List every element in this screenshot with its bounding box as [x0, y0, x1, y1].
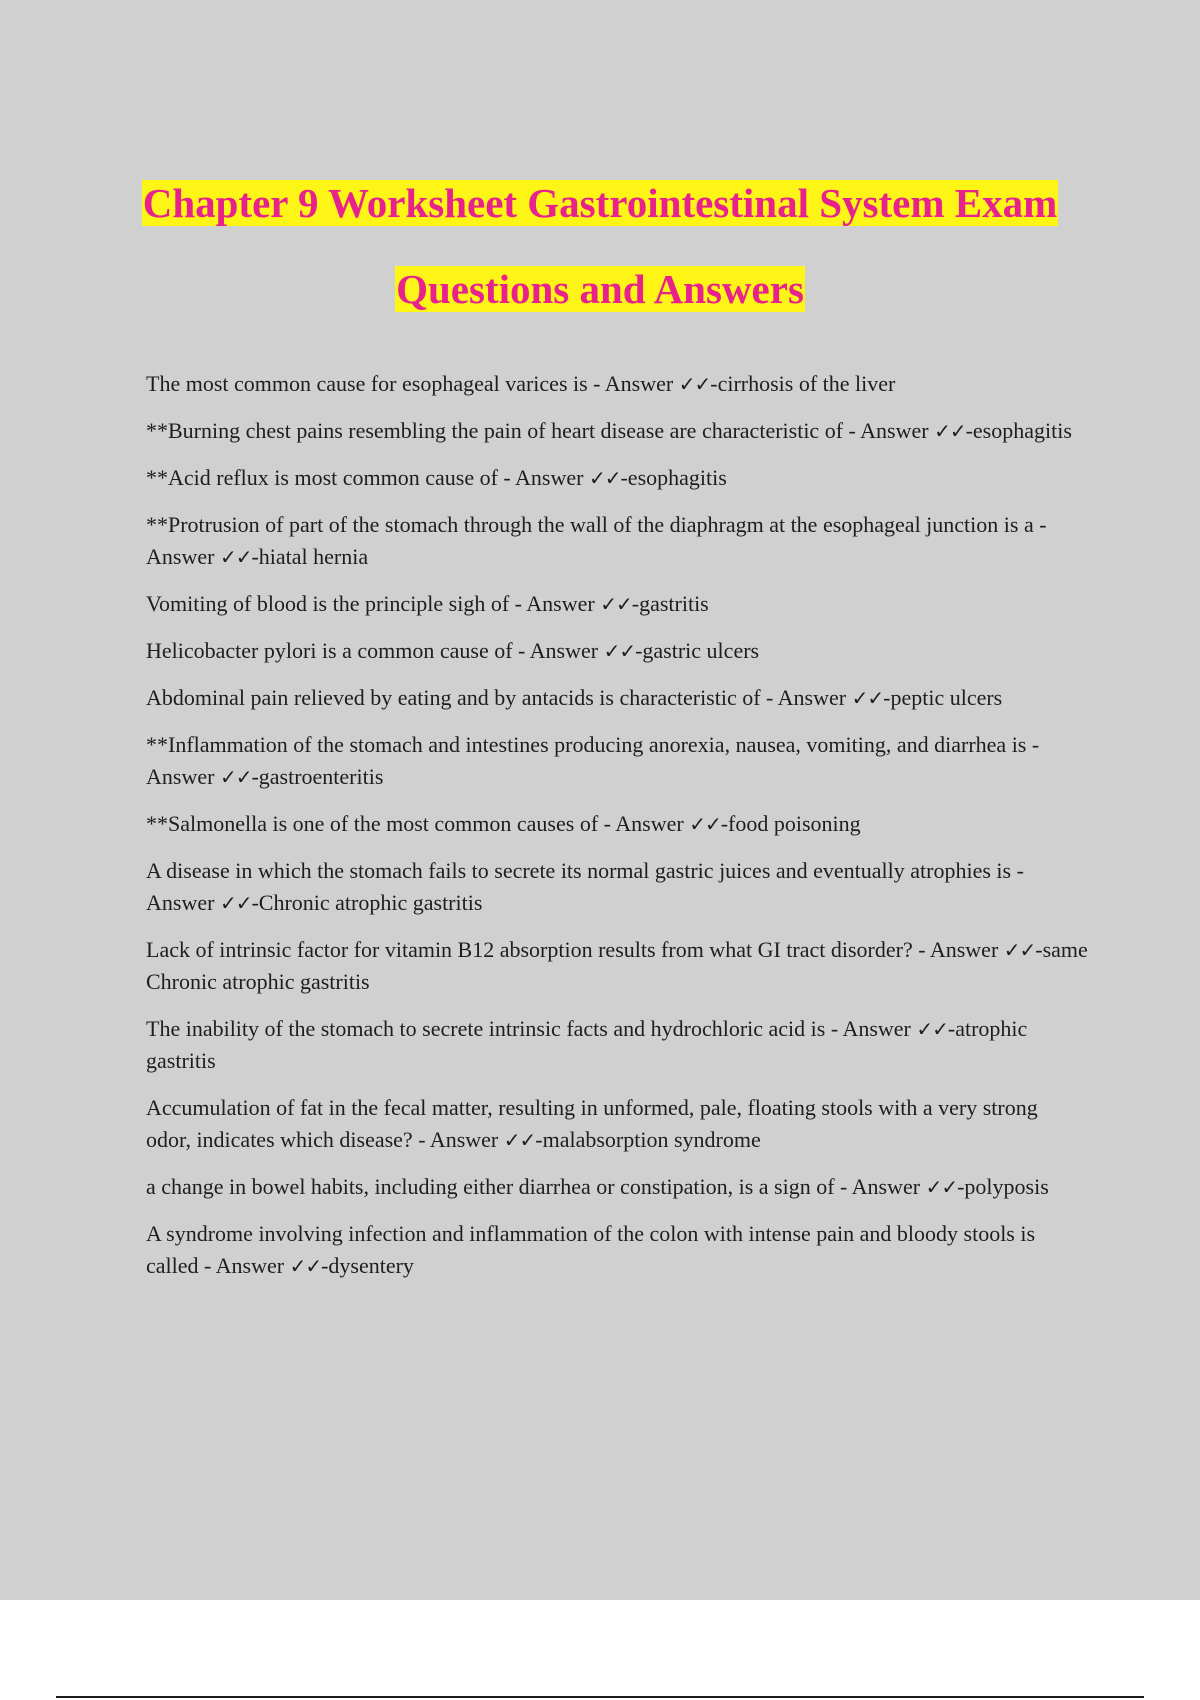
answer-text: -hiatal hernia: [251, 544, 369, 569]
answer-text: -esophagitis: [965, 418, 1072, 443]
question-text: **Protrusion of part of the stomach through the wall of the diaphragm at the esophageal junction is a - Answer: [146, 512, 1047, 569]
answer-text: -gastritis: [631, 591, 709, 616]
answer-text: -esophagitis: [620, 465, 727, 490]
answer-text: -peptic ulcers: [883, 685, 1003, 710]
double-check-icon: ✓✓: [219, 891, 252, 915]
question-text: Abdominal pain relieved by eating and by antacids is characteristic of - Answer: [146, 685, 852, 710]
qa-item: [146, 1218, 1088, 1282]
page-footer: [0, 1600, 1200, 1700]
qa-item: [146, 934, 1088, 998]
answer-text: -food poisoning: [720, 811, 861, 836]
question-text: Lack of intrinsic factor for vitamin B12 absorption results from what GI tract disorder? - Answer: [146, 937, 1004, 962]
double-check-icon: ✓✓: [934, 419, 966, 443]
double-check-icon: ✓✓: [678, 372, 711, 396]
double-check-icon: ✓✓: [1003, 938, 1036, 962]
question-text: The most common cause for esophageal varices is - Answer: [146, 371, 679, 396]
qa-item: [146, 509, 1088, 573]
footer-divider: [56, 1696, 1144, 1698]
question-text: **Acid reflux is most common cause of - Answer: [146, 465, 589, 490]
double-check-icon: ✓✓: [925, 1175, 958, 1199]
question-text: Accumulation of fat in the fecal matter, resulting in unformed, pale, floating stools with a very strong odor, indicates which disease? - Answer: [146, 1095, 1038, 1152]
double-check-icon: ✓✓: [603, 639, 636, 663]
qa-item: [146, 462, 1088, 494]
qa-item: [146, 1092, 1088, 1156]
question-text: **Salmonella is one of the most common causes of - Answer: [146, 811, 690, 836]
double-check-icon: ✓✓: [289, 1254, 322, 1278]
double-check-icon: ✓✓: [600, 592, 632, 616]
double-check-icon: ✓✓: [219, 545, 252, 569]
qa-item: [146, 1171, 1088, 1203]
double-check-icon: ✓✓: [916, 1017, 948, 1041]
answer-text: -dysentery: [321, 1253, 414, 1278]
question-text: **Inflammation of the stomach and intestines producing anorexia, nausea, vomiting, and diarrhea is - Answer: [146, 732, 1040, 789]
document-title: [100, 165, 1100, 337]
double-check-icon: ✓✓: [219, 765, 252, 789]
qa-item: [146, 855, 1088, 919]
question-text: A syndrome involving infection and inflammation of the colon with intense pain and bloody stools is called - Answer: [146, 1221, 1036, 1278]
double-check-icon: ✓✓: [503, 1128, 536, 1152]
answer-text: -cirrhosis of the liver: [710, 371, 896, 396]
qa-item: [146, 368, 1088, 400]
title-line-2: Questions and Answers: [396, 266, 804, 312]
qa-item: [146, 635, 1088, 667]
qa-item: [146, 588, 1088, 620]
question-text: A disease in which the stomach fails to secrete its normal gastric juices and eventually atrophies is - Answer: [146, 858, 1024, 915]
question-text: The inability of the stomach to secrete intrinsic facts and hydrochloric acid is - Answer: [146, 1016, 917, 1041]
question-text: Helicobacter pylori is a common cause of - Answer: [146, 638, 604, 663]
qa-item: [146, 808, 1088, 840]
qa-item: [146, 682, 1088, 714]
answer-text: -malabsorption syndrome: [535, 1127, 761, 1152]
title-line-1: Chapter 9 Worksheet Gastrointestinal System Exam: [142, 180, 1058, 226]
question-text: **Burning chest pains resembling the pain of heart disease are characteristic of - Answer: [146, 418, 935, 443]
question-text: Vomiting of blood is the principle sigh of - Answer: [146, 591, 601, 616]
double-check-icon: ✓✓: [588, 466, 621, 490]
answer-text: -gastric ulcers: [635, 638, 760, 663]
double-check-icon: ✓✓: [689, 812, 721, 836]
answer-text: -Chronic atrophic gastritis: [251, 890, 483, 915]
qa-item: [146, 729, 1088, 793]
question-text: a change in bowel habits, including either diarrhea or constipation, is a sign of - Answer: [146, 1174, 926, 1199]
qa-item: [146, 1013, 1088, 1077]
double-check-icon: ✓✓: [851, 686, 884, 710]
qa-list: [146, 368, 1088, 1297]
answer-text: -same Chronic atrophic gastritis: [146, 937, 1088, 994]
qa-item: [146, 415, 1088, 447]
answer-text: -polyposis: [957, 1174, 1049, 1199]
answer-text: -gastroenteritis: [251, 764, 384, 789]
answer-text: -atrophic gastritis: [146, 1016, 1028, 1073]
